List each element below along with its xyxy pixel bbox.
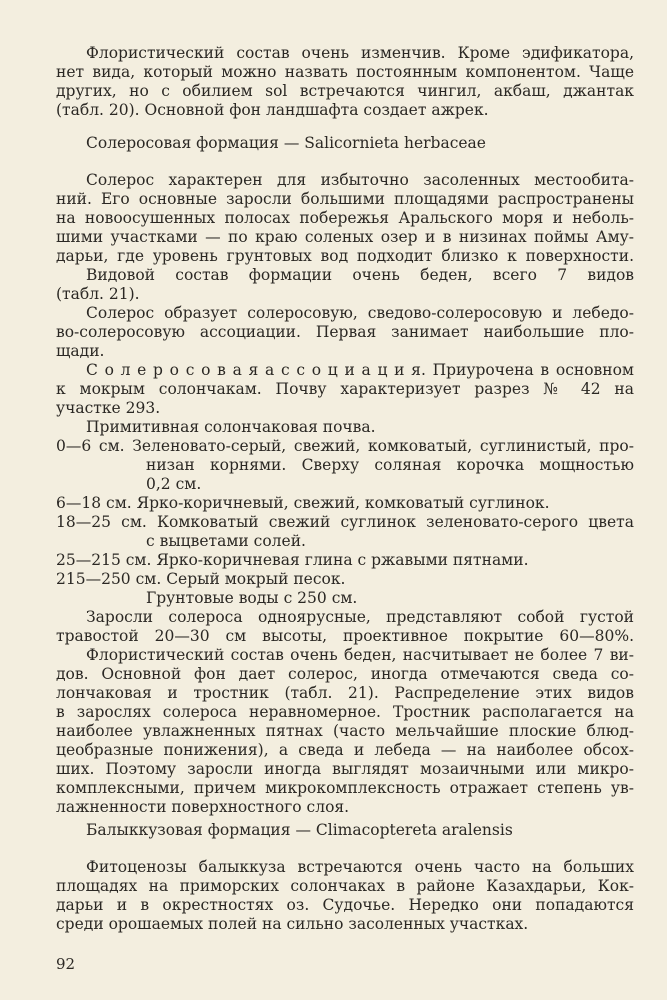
- text-line: Солерос характерен для избыточно засоленных местообита-: [86, 171, 634, 189]
- text-line: других, но с обилием sol встречаются чингил, акбаш, джантак: [56, 82, 634, 100]
- text-line: Видовой состав формации очень беден, всего 7 видов: [86, 266, 634, 284]
- text-line: Флористический состав очень беден, насчитывает не более 7 ви-: [86, 646, 634, 664]
- text-line: 25—215 см. Ярко-коричневая глина с ржавыми пятнами.: [56, 551, 529, 569]
- text-line: дарьи, где уровень грунтовых вод подходит близко к поверхности.: [56, 247, 634, 265]
- text-line: ний. Его основные заросли большими площадями распространены: [56, 190, 634, 208]
- text-line: наиболее увлажненных пятнах (часто мельчайшие плоские блюд-: [56, 722, 634, 740]
- text-line: Флористический состав очень изменчив. Кроме эдификатора,: [86, 44, 634, 62]
- text-line: 18—25 см. Комковатый свежий суглинок зеленовато-серого цвета: [56, 513, 634, 531]
- text-line: С о л е р о с о в а я а с с о ц и а ц и я. Приурочена в основном: [86, 361, 634, 379]
- text-line: травостой 20—30 см высоты, проективное покрытие 60—80%.: [56, 627, 634, 645]
- text-line: цеобразные понижения), а сведа и лебеда — на наиболее обсох-: [56, 741, 634, 759]
- text-line: шими участками — по краю соленых озер и в низинах поймы Аму-: [56, 228, 634, 246]
- text-line: комплексными, причем микрокомплексность отражает степень ув-: [56, 779, 634, 797]
- text-line: среди орошаемых полей на сильно засоленных участках.: [56, 915, 529, 933]
- text-line: во-солеросовую ассоциации. Первая занимает наибольшие пло-: [56, 323, 634, 341]
- text-line: 0,2 см.: [146, 475, 202, 493]
- text-line: на новоосушенных полосах побережья Аральского моря и неболь-: [56, 209, 634, 227]
- text-line: Солеросовая формация — Salicornieta herbaceae: [86, 134, 486, 152]
- text-line: Фитоценозы балыккуза встречаются очень часто на больших: [86, 858, 634, 876]
- text-line: щади.: [56, 342, 105, 360]
- text-line: (табл. 21).: [56, 285, 140, 303]
- text-line: 6—18 см. Ярко-коричневый, свежий, комковатый суглинок.: [56, 494, 550, 512]
- text-line: участке 293.: [56, 399, 161, 417]
- text-line: (табл. 20). Основной фон ландшафта создает ажрек.: [56, 101, 489, 119]
- text-line: Примитивная солончаковая почва.: [86, 418, 376, 436]
- text-line: 215—250 см. Серый мокрый песок.: [56, 570, 346, 588]
- text-line: Грунтовые воды с 250 см.: [146, 589, 358, 607]
- text-line: лончаковая и тростник (табл. 21). Распределение этих видов: [56, 684, 634, 702]
- text-line: площадях на приморских солончаках в районе Казахдарьи, Кок-: [56, 877, 634, 895]
- text-line: Балыккузовая формация — Climacoptereta aralensis: [86, 821, 513, 839]
- text-line: к мокрым солончакам. Почву характеризует разрез № 42 на: [56, 380, 634, 398]
- text-line: лажненности поверхностного слоя.: [56, 798, 350, 816]
- text-line: в зарослях солероса неравномерное. Тростник располагается на: [56, 703, 634, 721]
- text-line: Солерос образует солеросовую, сведово-солеросовую и лебедо-: [86, 304, 634, 322]
- text-line: нет вида, который можно назвать постоянным компонентом. Чаще: [56, 63, 634, 81]
- text-line: с выцветами солей.: [146, 532, 306, 550]
- text-line: дарьи и в окрестностях оз. Судочье. Нередко они попадаются: [56, 896, 634, 914]
- page-number: 92: [56, 955, 76, 973]
- text-line: низан корнями. Сверху соляная корочка мощностью: [146, 456, 634, 474]
- text-line: 0—6 см. Зеленовато-серый, свежий, комковатый, суглинистый, про-: [56, 437, 634, 455]
- text-line: дов. Основной фон дает солерос, иногда отмечаются сведа со-: [56, 665, 634, 683]
- text-line: Заросли солероса одноярусные, представляют собой густой: [86, 608, 634, 626]
- text-line: ших. Поэтому заросли иногда выглядят мозаичными или микро-: [56, 760, 634, 778]
